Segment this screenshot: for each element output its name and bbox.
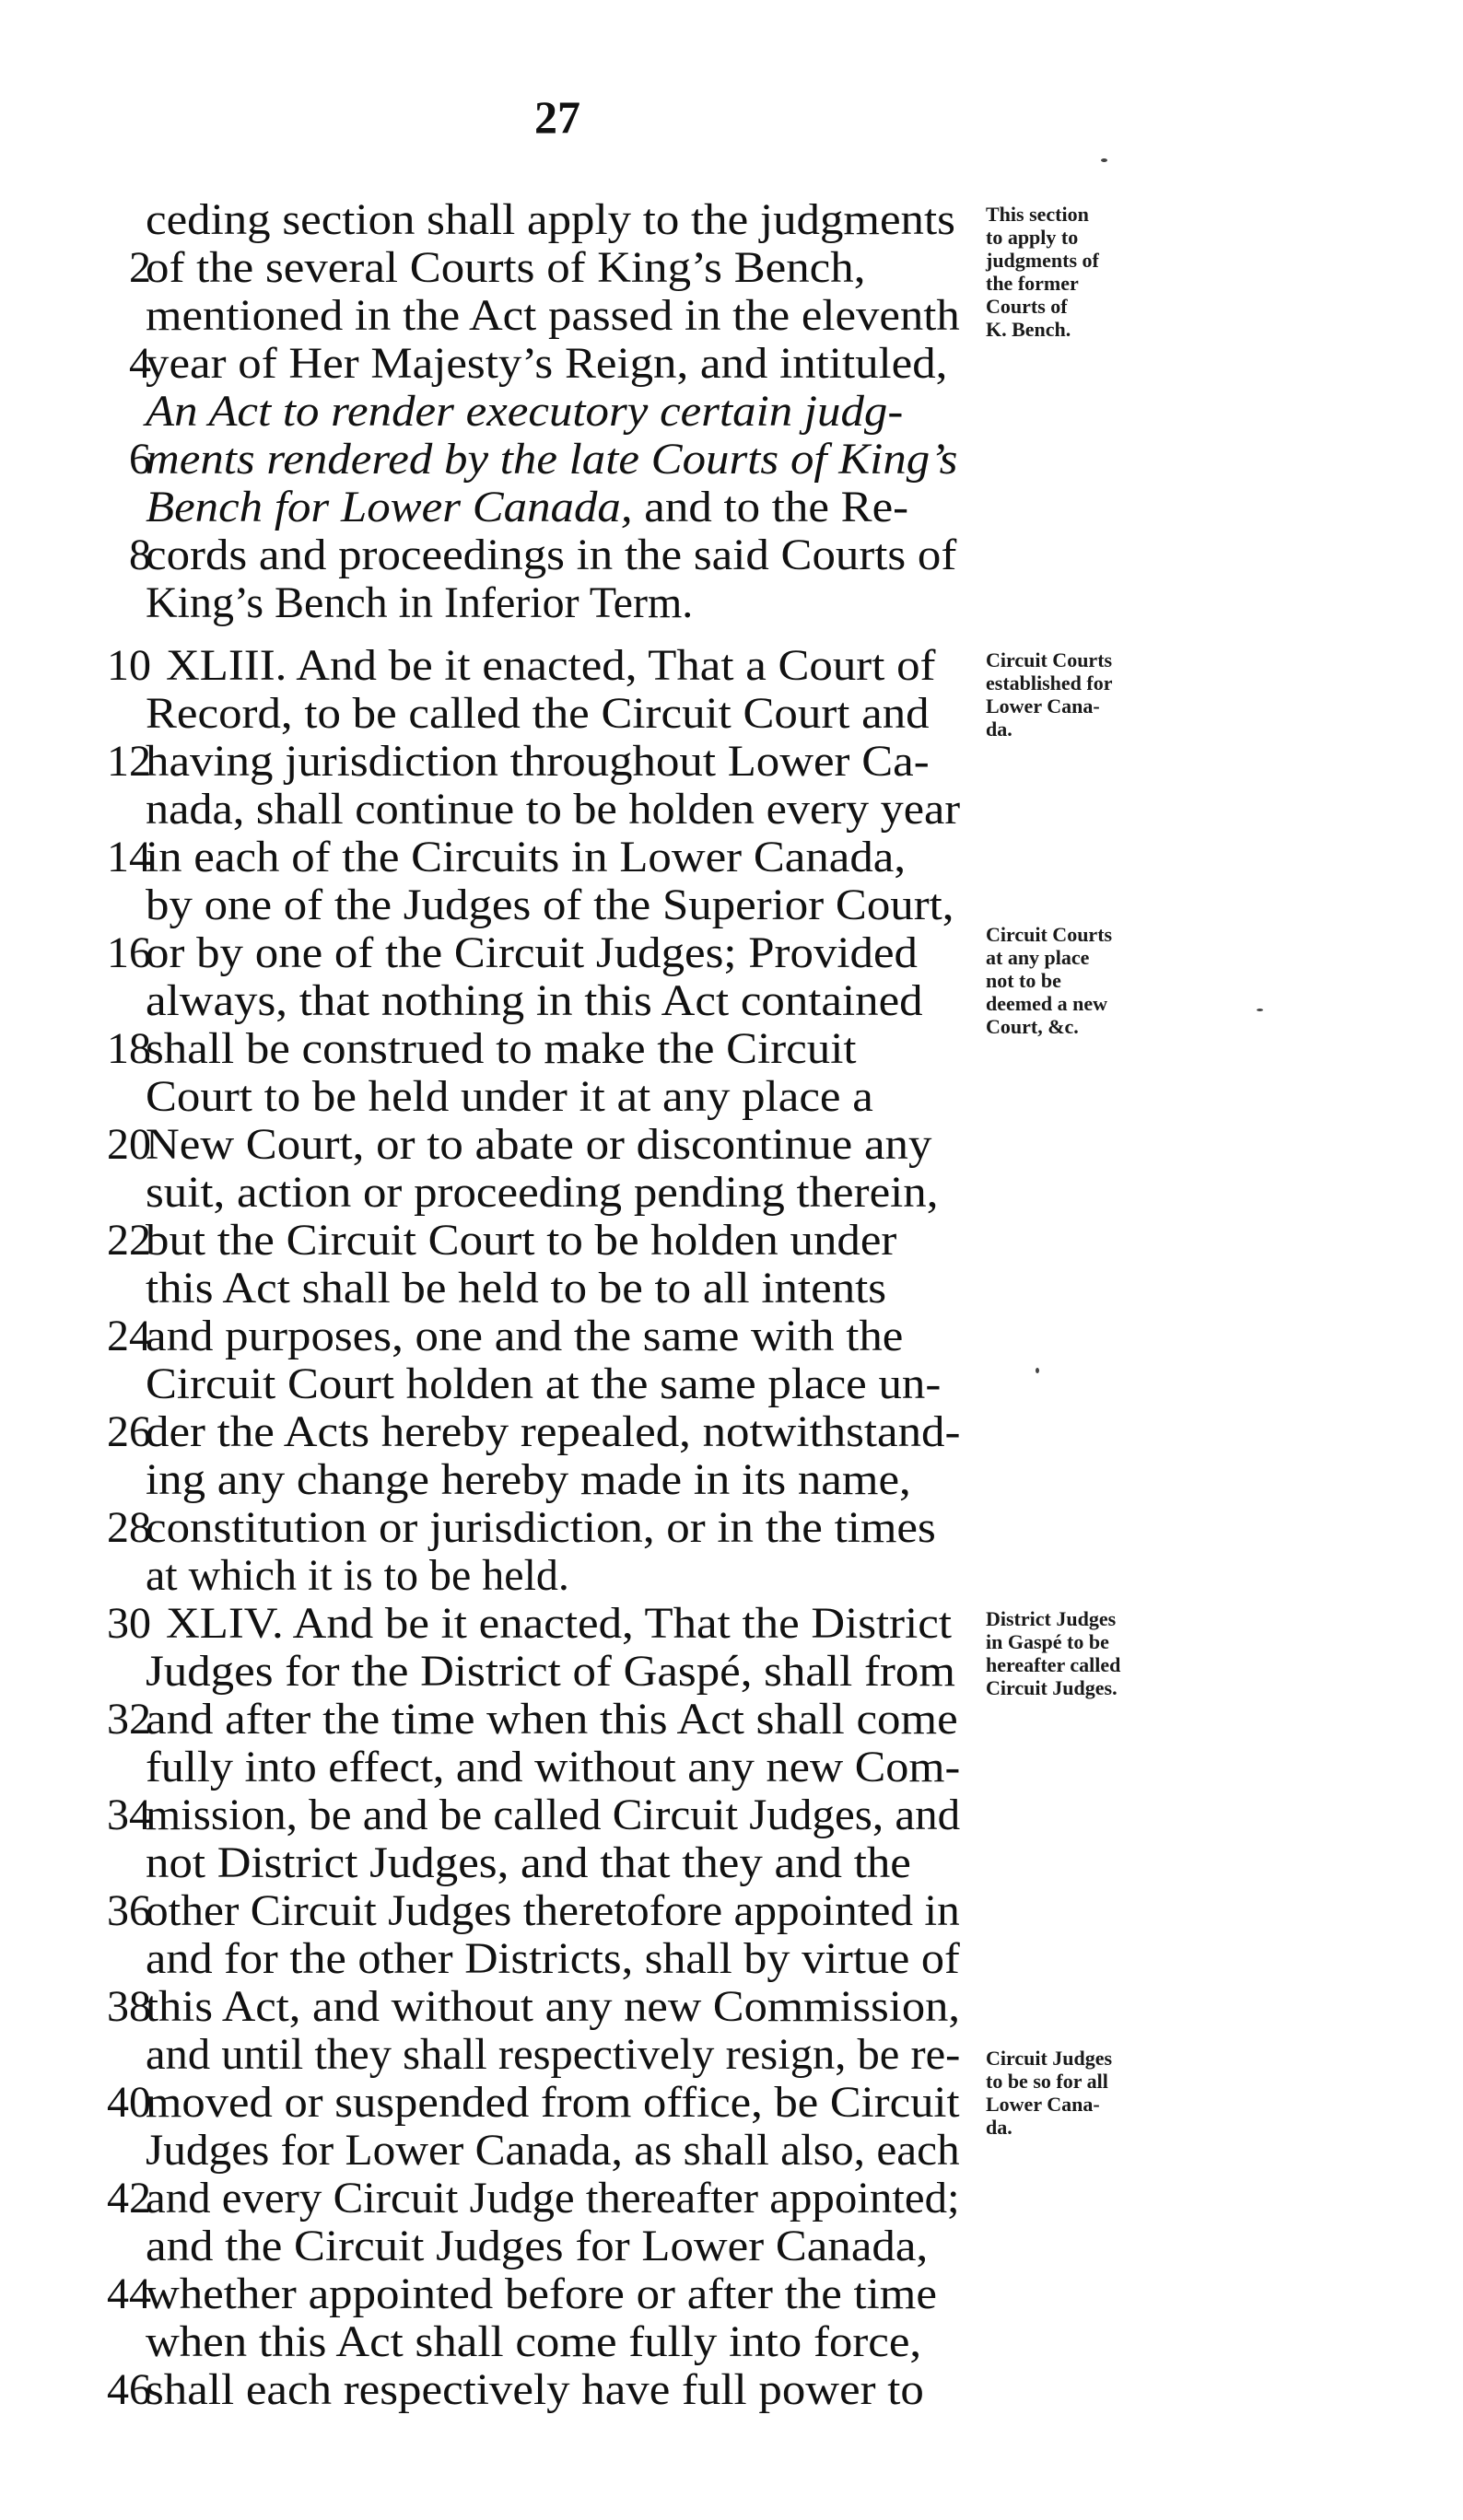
text-line [92, 2319, 960, 2365]
line-text [146, 1505, 936, 1551]
text-line [92, 2176, 960, 2222]
line-number: 26 [107, 1407, 151, 1456]
print-speck [1036, 1368, 1039, 1373]
line-number: 38 [107, 1982, 151, 2031]
margin-note [986, 923, 1198, 1038]
line-number: 22 [107, 1216, 151, 1265]
line-text [146, 1649, 955, 1695]
margin-note-line: Circuit Courts [986, 923, 1113, 946]
text-run: mentioned in the Act passed in the eleventh [146, 291, 960, 340]
line-number: 28 [107, 1503, 151, 1552]
text-run: constitution or jurisdiction, or in the times [146, 1503, 936, 1552]
line-text [146, 2367, 924, 2413]
text-run: in each of the Circuits in Lower Canada, [146, 833, 907, 881]
margin-note-line: hereafter called [986, 1653, 1121, 1676]
text-run: moved or suspended from office, be Circuit [146, 2078, 960, 2127]
line-text [166, 1601, 952, 1647]
text-line [92, 1122, 960, 1168]
margin-note-line: to apply to [986, 226, 1079, 249]
line-text [146, 787, 960, 833]
line-number: 4 [129, 339, 151, 388]
text-line [92, 1936, 960, 1982]
text-line [92, 389, 960, 435]
text-line [92, 1649, 960, 1695]
line-number: 10 [107, 641, 151, 690]
text-run: when this Act shall come fully into force, [146, 2317, 922, 2366]
line-number: 2 [129, 243, 151, 292]
page-number: 27 [534, 91, 580, 143]
text-line [92, 930, 960, 976]
text-run: other Circuit Judges theretofore appointed in [146, 1886, 960, 1935]
text-run: King’s Bench in Inferior Term. [146, 578, 694, 627]
line-text [146, 341, 947, 387]
margin-note [986, 648, 1198, 741]
text-line [92, 341, 960, 387]
print-speck [1257, 1009, 1263, 1011]
italic-run: An Act to render executory certain judg- [146, 387, 904, 436]
line-number: 44 [107, 2269, 151, 2318]
line-text [146, 245, 865, 291]
line-number: 20 [107, 1120, 151, 1169]
line-text [146, 197, 955, 243]
line-number: 40 [107, 2078, 151, 2127]
text-line [92, 787, 960, 833]
margin-note-line: not to be [986, 969, 1061, 992]
line-text [146, 1553, 569, 1599]
line-text [146, 2319, 921, 2365]
text-run: but the Circuit Court to be holden under [146, 1216, 897, 1265]
text-line [92, 1792, 960, 1838]
line-text [146, 2128, 960, 2174]
line-text [146, 1936, 960, 1982]
text-run: Judges for the District of Gaspé, shall from [146, 1647, 955, 1696]
text-run: this Act, and without any new Commission, [146, 1982, 960, 2031]
text-line [92, 739, 960, 785]
line-number: 32 [107, 1695, 151, 1744]
line-number: 18 [107, 1024, 151, 1073]
text-run: Court to be held under it at any place a [146, 1072, 873, 1121]
text-line [92, 1457, 960, 1503]
line-text [146, 2080, 960, 2126]
line-number: 36 [107, 1886, 151, 1935]
text-run: year of Her Majesty’s Reign, and intituled, [146, 339, 948, 388]
line-text [146, 1266, 886, 1312]
line-text [146, 1026, 856, 1072]
line-number: 34 [107, 1791, 151, 1839]
line-number: 30 [107, 1599, 151, 1648]
text-line [92, 1074, 960, 1120]
text-run: and the Circuit Judges for Lower Canada, [146, 2222, 929, 2270]
line-text [146, 1888, 960, 1934]
margin-note-line: at any place [986, 946, 1090, 969]
text-line [92, 1361, 960, 1407]
margin-note-line: Circuit Courts [986, 648, 1113, 671]
line-text [146, 1122, 931, 1168]
margin-note-line: established for [986, 671, 1113, 694]
line-text [146, 1170, 938, 1216]
text-run: cords and proceedings in the said Courts of [146, 531, 957, 579]
line-text [146, 1457, 911, 1503]
margin-note-line: Lower Cana- [986, 694, 1100, 718]
line-text [146, 580, 693, 626]
line-text [146, 1984, 960, 2030]
margin-note-line: the former [986, 272, 1079, 295]
line-text [146, 1792, 960, 1838]
margin-note [986, 1607, 1198, 1699]
text-run: and for the other Districts, shall by virtue of [146, 1934, 960, 1983]
line-text [146, 739, 930, 785]
margin-note [986, 203, 1198, 341]
line-number: 6 [129, 435, 151, 484]
text-run: Record, to be called the Circuit Court and [146, 689, 930, 738]
line-number: 42 [107, 2174, 151, 2222]
text-run: and until they shall respectively resign, be re- [146, 2030, 961, 2079]
text-line [92, 834, 960, 881]
print-speck [1101, 158, 1107, 162]
text-line [92, 1026, 960, 1072]
line-text [146, 930, 918, 976]
margin-note [986, 2047, 1198, 2139]
text-line [92, 978, 960, 1024]
text-line [92, 1409, 960, 1455]
text-run: and after the time when this Act shall come [146, 1695, 958, 1744]
text-line [92, 1553, 960, 1599]
line-text [146, 1409, 960, 1455]
line-text [146, 691, 930, 737]
text-line [92, 580, 960, 626]
line-text [146, 1218, 896, 1264]
text-run: XLIV. And be it enacted, That the District [166, 1599, 952, 1648]
text-line [92, 1744, 960, 1791]
line-text [146, 484, 908, 531]
italic-run: ments rendered by the late Courts of King’s [146, 435, 958, 484]
line-text [146, 1361, 941, 1407]
text-run: Judges for Lower Canada, as shall also, each [146, 2126, 960, 2175]
margin-note-line: in Gaspé to be [986, 1630, 1109, 1653]
text-run: this Act shall be held to be to all intents [146, 1264, 887, 1312]
text-run: shall be construed to make the Circuit [146, 1024, 857, 1073]
line-text [146, 882, 954, 928]
text-run: ing any change hereby made in its name, [146, 1455, 911, 1504]
text-line [92, 882, 960, 928]
text-line [92, 437, 960, 483]
text-line [92, 691, 960, 737]
text-line [92, 2271, 960, 2317]
text-line [92, 2032, 960, 2078]
italic-run: Bench for Lower Canada, [146, 483, 633, 531]
text-line [92, 293, 960, 339]
margin-note-line: Circuit Judges [986, 2047, 1113, 2070]
text-run: XLIII. And be it enacted, That a Court of [166, 641, 936, 690]
text-run: fully into effect, and without any new Com- [146, 1743, 961, 1791]
margin-note-line: deemed a new [986, 992, 1107, 1015]
text-run: Circuit Court holden at the same place un- [146, 1359, 942, 1408]
text-line [92, 1984, 960, 2030]
line-number: 12 [107, 737, 151, 786]
line-number: 8 [129, 531, 151, 579]
text-run: nada, shall continue to be holden every year [146, 785, 961, 834]
text-line [92, 532, 960, 578]
line-text [146, 389, 903, 435]
line-text [166, 643, 935, 689]
text-line [92, 1170, 960, 1216]
text-line [92, 245, 960, 291]
text-line [92, 2080, 960, 2126]
line-number: 46 [107, 2365, 151, 2414]
text-line [92, 1505, 960, 1551]
text-run: shall each respectively have full power to [146, 2365, 924, 2414]
line-text [146, 1744, 960, 1791]
line-text [146, 978, 923, 1024]
text-run: not District Judges, and that they and the [146, 1838, 911, 1887]
margin-note-line: da. [986, 2116, 1012, 2139]
text-line [92, 484, 960, 531]
text-run: suit, action or proceeding pending therein, [146, 1168, 939, 1217]
margin-note-line: Circuit Judges. [986, 1676, 1118, 1699]
margin-note-line: Court, &c. [986, 1015, 1079, 1038]
text-line [92, 2223, 960, 2269]
text-run: and every Circuit Judge thereafter appointed; [146, 2174, 960, 2222]
text-run: and purposes, one and the same with the [146, 1312, 904, 1360]
line-text [146, 532, 956, 578]
text-run: by one of the Judges of the Superior Court, [146, 881, 954, 929]
text-line [92, 643, 960, 689]
margin-note-line: judgments of [986, 249, 1099, 272]
line-number: 14 [107, 833, 151, 881]
text-run: always, that nothing in this Act contained [146, 976, 923, 1025]
text-line [92, 1840, 960, 1886]
text-line [92, 1601, 960, 1647]
text-line [92, 1888, 960, 1934]
margin-note-line: K. Bench. [986, 318, 1071, 341]
text-run: mission, be and be called Circuit Judges, and [146, 1791, 961, 1839]
line-text [146, 1313, 903, 1359]
margin-note-line: District Judges [986, 1607, 1117, 1630]
line-text [146, 2223, 928, 2269]
line-text [146, 2032, 960, 2078]
text-run: or by one of the Circuit Judges; Provided [146, 928, 918, 977]
text-line [92, 2128, 960, 2174]
line-text [146, 1840, 911, 1886]
text-run: having jurisdiction throughout Lower Ca- [146, 737, 930, 786]
line-text [146, 1074, 873, 1120]
line-text [146, 437, 957, 483]
text-run: New Court, or to abate or discontinue any [146, 1120, 932, 1169]
text-run: of the several Courts of King’s Bench, [146, 243, 866, 292]
margin-note-line: Lower Cana- [986, 2093, 1100, 2116]
line-number: 16 [107, 928, 151, 977]
line-text [146, 2176, 960, 2222]
line-text [146, 2271, 937, 2317]
text-line [92, 2367, 960, 2413]
text-line [92, 1266, 960, 1312]
text-run: whether appointed before or after the time [146, 2269, 937, 2318]
line-text [146, 834, 906, 881]
margin-note-line: Courts of [986, 295, 1068, 318]
margin-note-line: da. [986, 718, 1012, 741]
text-run: ceding section shall apply to the judgments [146, 195, 955, 244]
line-number: 24 [107, 1312, 151, 1360]
text-line [92, 1697, 960, 1743]
text-run: and to the Re- [632, 483, 909, 531]
text-run: at which it is to be held. [146, 1551, 569, 1600]
line-text [146, 293, 960, 339]
line-text [146, 1697, 958, 1743]
text-line [92, 1313, 960, 1359]
text-run: der the Acts hereby repealed, notwithstand- [146, 1407, 961, 1456]
margin-note-line: This section [986, 203, 1089, 226]
margin-note-line: to be so for all [986, 2070, 1108, 2093]
text-line [92, 1218, 960, 1264]
text-line [92, 197, 960, 243]
